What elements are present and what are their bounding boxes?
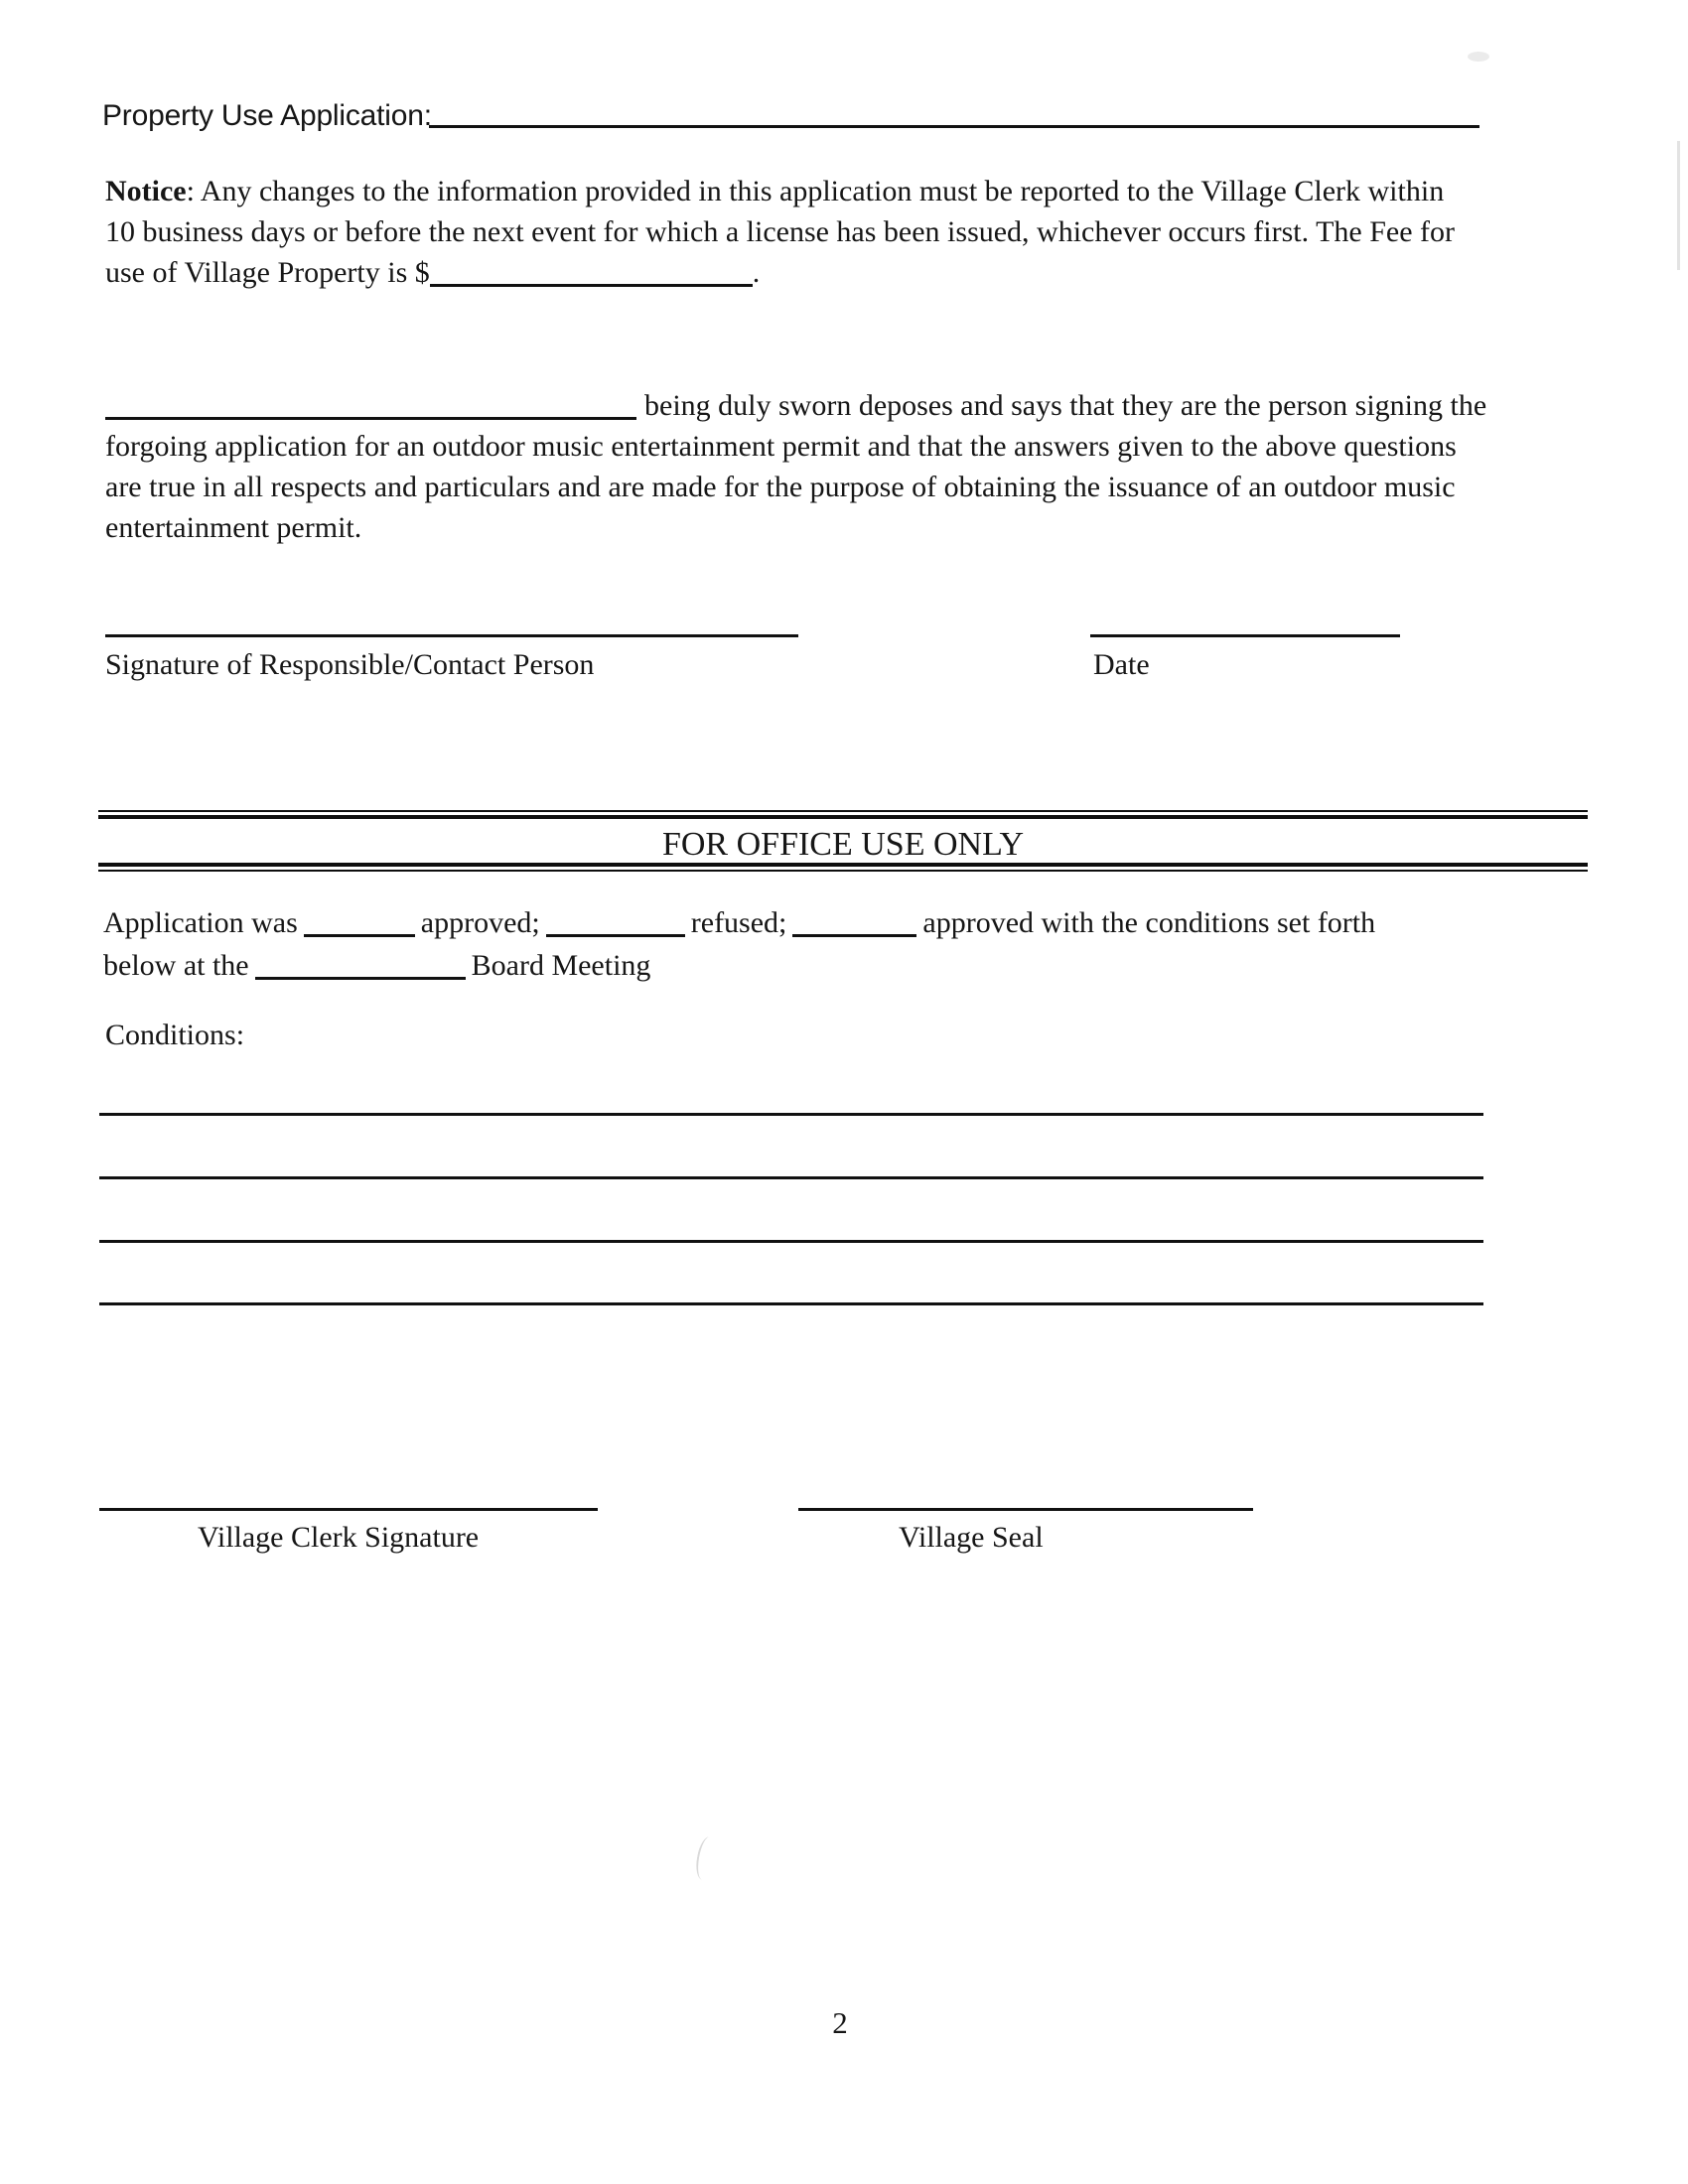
affidavit-line-3: are true in all respects and particulars and are made for the purpose of obtaining the issuance of an outdoor music xyxy=(105,471,1456,503)
responsible-person-signature-line[interactable] xyxy=(105,634,798,637)
responsible-person-signature-label: Signature of Responsible/Contact Person xyxy=(105,648,595,681)
fee-sentence-suffix: . xyxy=(752,256,761,289)
village-seal-line[interactable] xyxy=(798,1508,1253,1511)
village-clerk-signature-label: Village Clerk Signature xyxy=(198,1521,480,1554)
scan-artifact-smudge-bottom xyxy=(693,1836,718,1881)
village-seal-label: Village Seal xyxy=(899,1521,1044,1554)
conditions-line-4[interactable] xyxy=(99,1302,1483,1305)
approved-with-conditions-blank[interactable] xyxy=(792,933,916,937)
decision-part-4: approved with the conditions set forth xyxy=(922,906,1376,939)
village-clerk-signature-line[interactable] xyxy=(99,1508,598,1511)
scan-artifact-smudge-top xyxy=(1468,52,1489,62)
affidavit-line-4: entertainment permit. xyxy=(105,511,362,544)
board-meeting-date-blank[interactable] xyxy=(255,976,466,980)
decision-part-3: refused; xyxy=(690,906,787,939)
date-line[interactable] xyxy=(1090,634,1400,637)
notice-line-3 xyxy=(105,252,1455,293)
form-title: Property Use Application: xyxy=(102,99,432,132)
affidavit-line-1-text: being duly sworn deposes and says that they are the person signing the xyxy=(644,389,1487,422)
notice-line-1-text: : Any changes to the information provided in this application must be reported to the Village Clerk within xyxy=(186,175,1445,207)
decision-part-2: approved; xyxy=(420,906,540,939)
decision-line-1 xyxy=(103,901,1375,944)
notice-paragraph xyxy=(105,171,1455,293)
page-number: 2 xyxy=(832,2005,848,2040)
decision-part-5: below at the xyxy=(103,949,249,982)
affidavit-line-2: forgoing application for an outdoor music entertainment permit and that the answers given to the above questions xyxy=(105,430,1457,463)
conditions-line-1[interactable] xyxy=(99,1113,1483,1116)
affidavit-line-1 xyxy=(105,385,1486,426)
decision-line-2 xyxy=(103,944,1375,987)
deponent-name-blank[interactable] xyxy=(105,416,636,420)
office-section-top-rule xyxy=(98,810,1588,819)
office-section-bottom-rule xyxy=(98,863,1588,872)
decision-part-6: Board Meeting xyxy=(471,949,651,982)
approved-blank[interactable] xyxy=(304,933,415,937)
notice-line-2: 10 business days or before the next event for which a license has been issued, whichever occurs first. The Fee for xyxy=(105,215,1456,248)
form-title-blank-line[interactable] xyxy=(429,125,1479,128)
scan-artifact-right-edge xyxy=(1677,141,1680,270)
notice-line-1 xyxy=(105,171,1455,211)
notice-bold-word: Notice xyxy=(105,175,187,207)
conditions-line-3[interactable] xyxy=(99,1240,1483,1243)
conditions-line-2[interactable] xyxy=(99,1176,1483,1179)
fee-amount-blank[interactable] xyxy=(430,283,753,287)
date-label: Date xyxy=(1093,648,1150,681)
affidavit-paragraph xyxy=(105,385,1486,548)
fee-sentence-prefix: use of Village Property is $ xyxy=(105,256,430,289)
refused-blank[interactable] xyxy=(546,933,685,937)
conditions-label: Conditions: xyxy=(105,1019,245,1051)
office-section-title: FOR OFFICE USE ONLY xyxy=(661,826,1025,863)
decision-part-1: Application was xyxy=(103,906,298,939)
decision-paragraph xyxy=(103,901,1375,987)
